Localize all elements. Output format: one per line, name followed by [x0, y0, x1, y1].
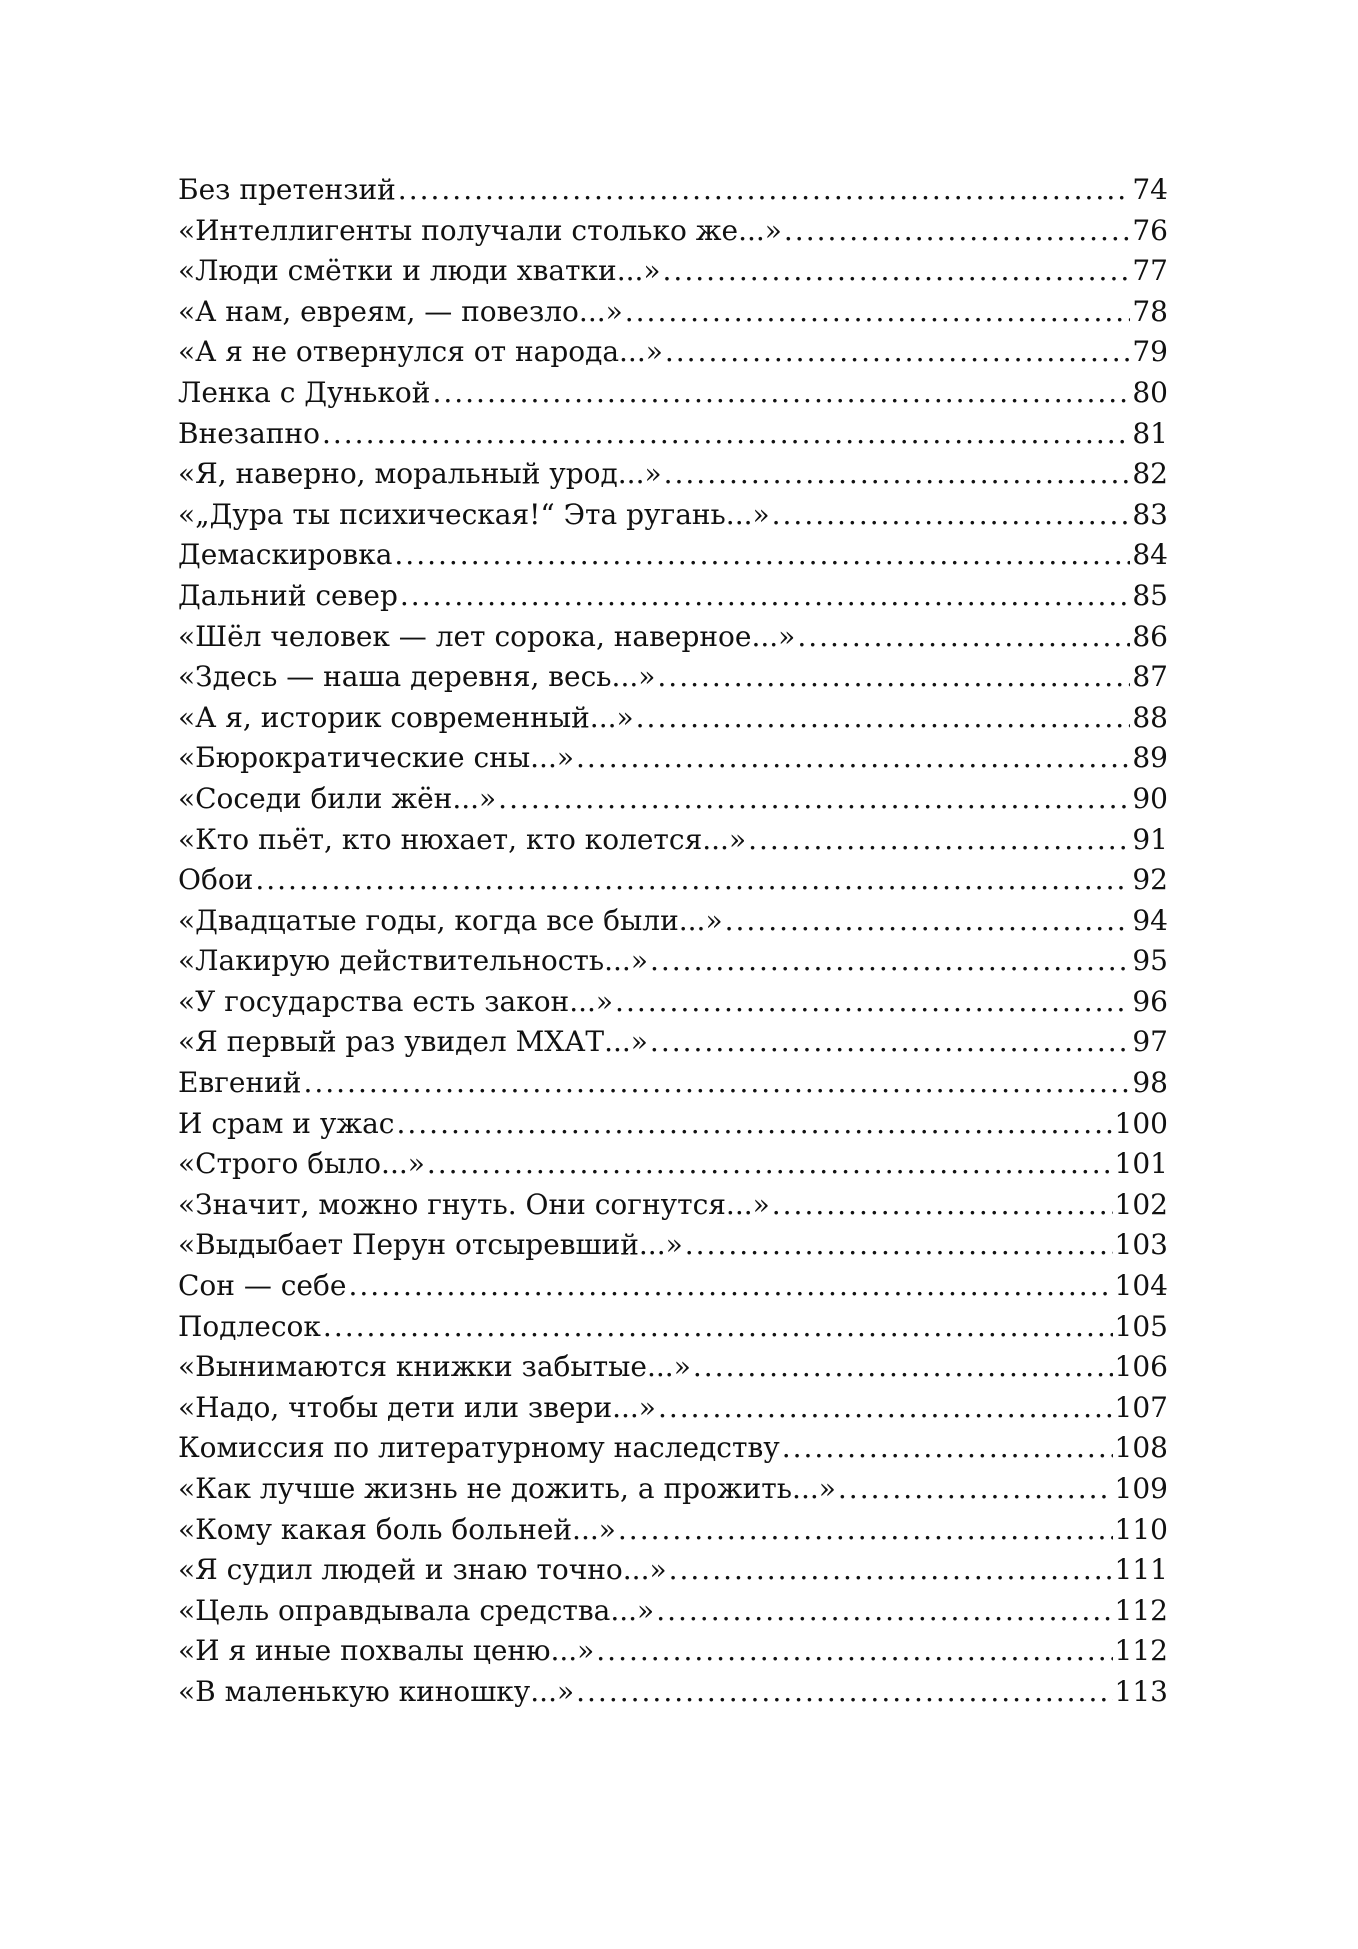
toc-entry [178, 1022, 1168, 1063]
toc-entry [178, 1144, 1168, 1185]
toc-entry-page-number: 101 [1114, 1147, 1168, 1181]
toc-dot-leader [576, 738, 1130, 779]
toc-entry-title: «А я, историк современный...» [178, 700, 634, 734]
toc-entry-title: «Лакирую действительность...» [178, 944, 648, 978]
toc-entry-title: «Люди смётки и люди хватки...» [178, 254, 661, 288]
toc-dot-leader [400, 576, 1130, 617]
toc-entry-title: Без претензий [178, 173, 396, 206]
toc-entry [178, 982, 1168, 1023]
toc-entry [178, 495, 1168, 536]
toc-entry [178, 738, 1168, 779]
toc-entry [178, 1347, 1168, 1388]
toc-entry [178, 657, 1168, 698]
toc-entry-page-number: 88 [1132, 700, 1168, 734]
toc-entry-page-number: 90 [1132, 781, 1168, 815]
toc-dot-leader [650, 1022, 1130, 1063]
toc-entry-title: «Соседи били жён...» [178, 781, 497, 815]
toc-entry-page-number: 107 [1114, 1390, 1168, 1424]
toc-entry-title: «Я судил людей и знаю точно...» [178, 1553, 667, 1587]
toc-dot-leader [615, 982, 1130, 1023]
toc-entry [178, 1672, 1168, 1713]
toc-dot-leader [636, 698, 1131, 739]
toc-entry [178, 576, 1168, 617]
toc-entry [178, 1266, 1168, 1307]
toc-entry-page-number: 108 [1114, 1431, 1168, 1465]
toc-entry [178, 1307, 1168, 1348]
toc-entry [178, 373, 1168, 414]
toc-dot-leader [625, 292, 1131, 333]
toc-entry-title: Сон — себе [178, 1269, 347, 1303]
toc-entry-page-number: 80 [1132, 375, 1168, 409]
toc-entry [178, 1388, 1168, 1429]
toc-dot-leader [772, 1185, 1113, 1226]
toc-entry-page-number: 95 [1132, 944, 1168, 978]
toc-entry [178, 1185, 1168, 1226]
toc-entry [178, 414, 1168, 455]
toc-dot-leader [664, 454, 1131, 495]
toc-dot-leader [650, 941, 1130, 982]
toc-entry-page-number: 109 [1114, 1472, 1168, 1505]
toc-entry [178, 1591, 1168, 1632]
toc-dot-leader [658, 1388, 1113, 1429]
toc-entry-title: «Кто пьёт, кто нюхает, кто колется...» [178, 822, 747, 856]
toc-entry [178, 1428, 1168, 1469]
toc-entry-page-number: 103 [1114, 1228, 1168, 1262]
toc-entry-page-number: 79 [1132, 335, 1168, 369]
toc-entry-page-number: 98 [1132, 1066, 1168, 1100]
toc-dot-leader [669, 1550, 1113, 1591]
toc-dot-leader [498, 779, 1130, 820]
toc-entry [178, 1510, 1168, 1551]
toc-dot-leader [396, 1104, 1112, 1145]
toc-entry-title: «Надо, чтобы дети или звери...» [178, 1390, 656, 1424]
toc-entry-page-number: 94 [1132, 903, 1168, 937]
toc-entry-title: «Шёл человек — лет сорока, наверное...» [178, 619, 796, 653]
toc-entry-title: Внезапно [178, 416, 320, 450]
toc-entry-page-number: 82 [1132, 457, 1168, 491]
toc-entry-title: «Интеллигенты получали столько же...» [178, 213, 782, 247]
toc-entry-page-number: 113 [1114, 1674, 1168, 1708]
toc-entry [178, 1104, 1168, 1145]
toc-entry-page-number: 85 [1132, 578, 1168, 612]
toc-entry [178, 941, 1168, 982]
toc-entry-page-number: 111 [1114, 1553, 1168, 1587]
toc-entry-title: «Я первый раз увидел МХАТ...» [178, 1025, 648, 1059]
toc-entry-title: «А нам, евреям, — повезло...» [178, 294, 623, 328]
toc-entry-page-number: 77 [1132, 254, 1168, 288]
toc-dot-leader [725, 901, 1131, 942]
toc-entry-page-number: 78 [1132, 294, 1168, 328]
toc-entry [178, 292, 1168, 333]
table-of-contents [178, 170, 1168, 1713]
toc-entry-title: «Как лучше жизнь не дожить, а прожить...» [178, 1472, 836, 1505]
toc-entry-title: «Здесь — наша деревня, весь...» [178, 660, 656, 694]
toc-entry-page-number: 110 [1114, 1512, 1168, 1546]
toc-dot-leader [255, 860, 1130, 901]
toc-entry-page-number: 96 [1132, 984, 1168, 1018]
toc-entry [178, 1469, 1168, 1510]
toc-entry-page-number: 102 [1114, 1187, 1168, 1221]
toc-dot-leader [838, 1469, 1113, 1510]
toc-dot-leader [772, 495, 1131, 536]
toc-dot-leader [618, 1510, 1113, 1551]
toc-entry [178, 698, 1168, 739]
toc-entry [178, 251, 1168, 292]
toc-entry-page-number: 84 [1132, 538, 1168, 572]
toc-entry-title: «И я иные похвалы ценю...» [178, 1634, 595, 1668]
toc-entry [178, 1631, 1168, 1672]
toc-entry-page-number: 91 [1132, 822, 1168, 856]
toc-entry-title: Комиссия по литературному наследству [178, 1431, 780, 1465]
toc-entry-title: «Вынимаются книжки забытые...» [178, 1350, 691, 1384]
toc-dot-leader [663, 251, 1131, 292]
toc-entry-page-number: 92 [1132, 863, 1168, 897]
toc-entry-title: «Цель оправдывала средства...» [178, 1593, 655, 1627]
toc-entry-title: «Выдыбает Перун отсыревший...» [178, 1228, 683, 1262]
toc-dot-leader [322, 414, 1130, 455]
toc-entry-page-number: 87 [1132, 660, 1168, 694]
toc-entry-title: Демаскировка [178, 538, 393, 572]
toc-entry-title: «Строго было...» [178, 1147, 425, 1181]
toc-entry [178, 860, 1168, 901]
toc-dot-leader [394, 535, 1130, 576]
toc-entry-title: «У государства есть закон...» [178, 984, 614, 1018]
toc-entry [178, 170, 1168, 211]
toc-entry [178, 820, 1168, 861]
toc-entry [178, 901, 1168, 942]
toc-entry [178, 535, 1168, 576]
toc-dot-leader [693, 1347, 1113, 1388]
toc-entry-page-number: 86 [1132, 619, 1168, 653]
toc-dot-leader [656, 1591, 1112, 1632]
toc-dot-leader [685, 1225, 1113, 1266]
toc-dot-leader [303, 1063, 1130, 1104]
toc-entry-page-number: 105 [1114, 1309, 1168, 1343]
toc-dot-leader [782, 1428, 1113, 1469]
toc-entry-page-number: 76 [1132, 213, 1168, 247]
toc-entry [178, 211, 1168, 252]
toc-entry-title: «Кому какая боль больней...» [178, 1512, 616, 1546]
toc-dot-leader [432, 373, 1130, 414]
toc-dot-leader [665, 332, 1131, 373]
toc-entry-title: «„Дура ты психическая!“ Эта ругань...» [178, 497, 770, 531]
toc-entry-page-number: 104 [1114, 1269, 1168, 1303]
toc-entry-title: Подлесок [178, 1309, 321, 1343]
toc-entry-title: Ленка с Дунькой [178, 375, 431, 409]
toc-entry-page-number: 97 [1132, 1025, 1168, 1059]
toc-entry-page-number: 112 [1114, 1634, 1168, 1668]
toc-dot-leader [576, 1672, 1112, 1713]
toc-entry-page-number: 81 [1132, 416, 1168, 450]
toc-entry [178, 1063, 1168, 1104]
toc-dot-leader [784, 211, 1130, 252]
toc-dot-leader [398, 170, 1131, 211]
toc-entry-title: «Двадцатые годы, когда все были...» [178, 903, 723, 937]
toc-entry-title: Обои [178, 863, 254, 897]
toc-entry-title: И срам и ужас [178, 1106, 395, 1140]
toc-dot-leader [748, 820, 1130, 861]
toc-entry [178, 617, 1168, 658]
toc-dot-leader [797, 617, 1130, 658]
toc-entry [178, 1550, 1168, 1591]
toc-entry [178, 454, 1168, 495]
toc-entry-title: «Бюрократические сны...» [178, 741, 574, 775]
toc-entry-page-number: 89 [1132, 741, 1168, 775]
toc-entry-page-number: 74 [1132, 173, 1168, 206]
toc-entry-page-number: 83 [1132, 497, 1168, 531]
toc-dot-leader [427, 1144, 1113, 1185]
toc-entry-page-number: 106 [1114, 1350, 1168, 1384]
toc-entry-page-number: 112 [1114, 1593, 1168, 1627]
toc-entry-title: «В маленькую киношку...» [178, 1674, 575, 1708]
toc-entry-title: «Я, наверно, моральный урод...» [178, 457, 662, 491]
toc-entry [178, 1225, 1168, 1266]
toc-entry [178, 332, 1168, 373]
toc-entry-title: «Значит, можно гнуть. Они согнутся...» [178, 1187, 770, 1221]
toc-entry-page-number: 100 [1114, 1106, 1168, 1140]
toc-dot-leader [657, 657, 1130, 698]
toc-entry-title: Евгений [178, 1066, 302, 1100]
toc-entry [178, 779, 1168, 820]
toc-entry-title: «А я не отвернулся от народа...» [178, 335, 663, 369]
toc-entry-title: Дальний север [178, 578, 398, 612]
toc-dot-leader [596, 1631, 1112, 1672]
toc-dot-leader [323, 1307, 1113, 1348]
toc-dot-leader [348, 1266, 1112, 1307]
